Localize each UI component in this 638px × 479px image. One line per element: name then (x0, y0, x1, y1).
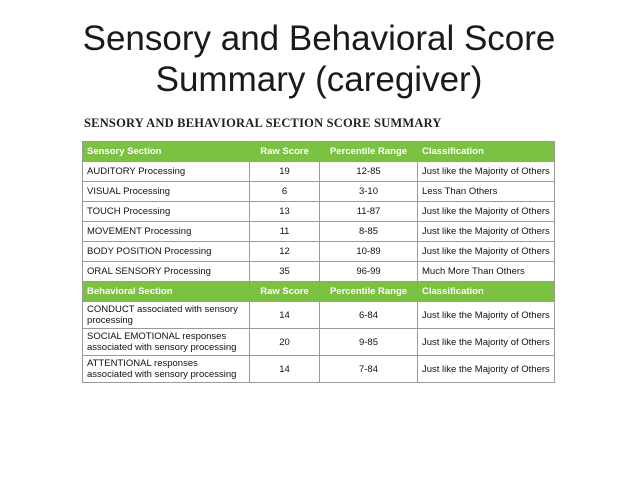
classification-cell: Less Than Others (418, 182, 555, 202)
percentile-cell: 3-10 (320, 182, 418, 202)
classification-cell: Just like the Majority of Others (418, 356, 555, 383)
table-row (83, 329, 555, 356)
header-cell: Percentile Range (320, 282, 418, 302)
slide-title (0, 18, 638, 100)
classification-cell: Just like the Majority of Others (418, 242, 555, 262)
percentile-cell: 9-85 (320, 329, 418, 356)
percentile-cell: 12-85 (320, 162, 418, 182)
header-cell: Sensory Section (83, 142, 250, 162)
table-row (83, 222, 555, 242)
sensory-header-row (83, 142, 555, 162)
table-row (83, 182, 555, 202)
classification-cell: Just like the Majority of Others (418, 222, 555, 242)
classification-cell: Just like the Majority of Others (418, 302, 555, 329)
section-cell: MOVEMENT Processing (83, 222, 250, 242)
section-cell: AUDITORY Processing (83, 162, 250, 182)
percentile-cell: 10-89 (320, 242, 418, 262)
percentile-cell: 96-99 (320, 262, 418, 282)
table-row (83, 302, 555, 329)
score-summary-table (82, 141, 555, 383)
table-heading: SENSORY AND BEHAVIORAL SECTION SCORE SUMMARY (84, 116, 442, 130)
raw-score-cell: 19 (250, 162, 320, 182)
slide-title-line-1: Sensory and Behavioral Score (82, 19, 556, 58)
behavioral-header-row (83, 282, 555, 302)
section-cell: TOUCH Processing (83, 202, 250, 222)
header-cell: Behavioral Section (83, 282, 250, 302)
header-cell: Raw Score (250, 142, 320, 162)
section-cell: BODY POSITION Processing (83, 242, 250, 262)
raw-score-cell: 14 (250, 302, 320, 329)
table-row (83, 356, 555, 383)
table-row (83, 242, 555, 262)
raw-score-cell: 13 (250, 202, 320, 222)
score-summary-table-container (82, 116, 554, 383)
raw-score-cell: 14 (250, 356, 320, 383)
raw-score-cell: 11 (250, 222, 320, 242)
table-row (83, 202, 555, 222)
raw-score-cell: 12 (250, 242, 320, 262)
percentile-cell: 6-84 (320, 302, 418, 329)
slide-title-line-2: Summary (caregiver) (155, 60, 483, 99)
section-cell: SOCIAL EMOTIONAL responses associated with sensory processing (83, 329, 250, 356)
header-cell: Classification (418, 142, 555, 162)
section-cell: ORAL SENSORY Processing (83, 262, 250, 282)
percentile-cell: 11-87 (320, 202, 418, 222)
header-cell: Percentile Range (320, 142, 418, 162)
classification-cell: Just like the Majority of Others (418, 162, 555, 182)
header-cell: Classification (418, 282, 555, 302)
classification-cell: Just like the Majority of Others (418, 202, 555, 222)
section-cell: VISUAL Processing (83, 182, 250, 202)
classification-cell: Much More Than Others (418, 262, 555, 282)
header-cell: Raw Score (250, 282, 320, 302)
raw-score-cell: 35 (250, 262, 320, 282)
table-row (83, 262, 555, 282)
raw-score-cell: 20 (250, 329, 320, 356)
section-cell: CONDUCT associated with sensory processing (83, 302, 250, 329)
raw-score-cell: 6 (250, 182, 320, 202)
percentile-cell: 7-84 (320, 356, 418, 383)
section-cell: ATTENTIONAL responses associated with sensory processing (83, 356, 250, 383)
classification-cell: Just like the Majority of Others (418, 329, 555, 356)
percentile-cell: 8-85 (320, 222, 418, 242)
table-row (83, 162, 555, 182)
